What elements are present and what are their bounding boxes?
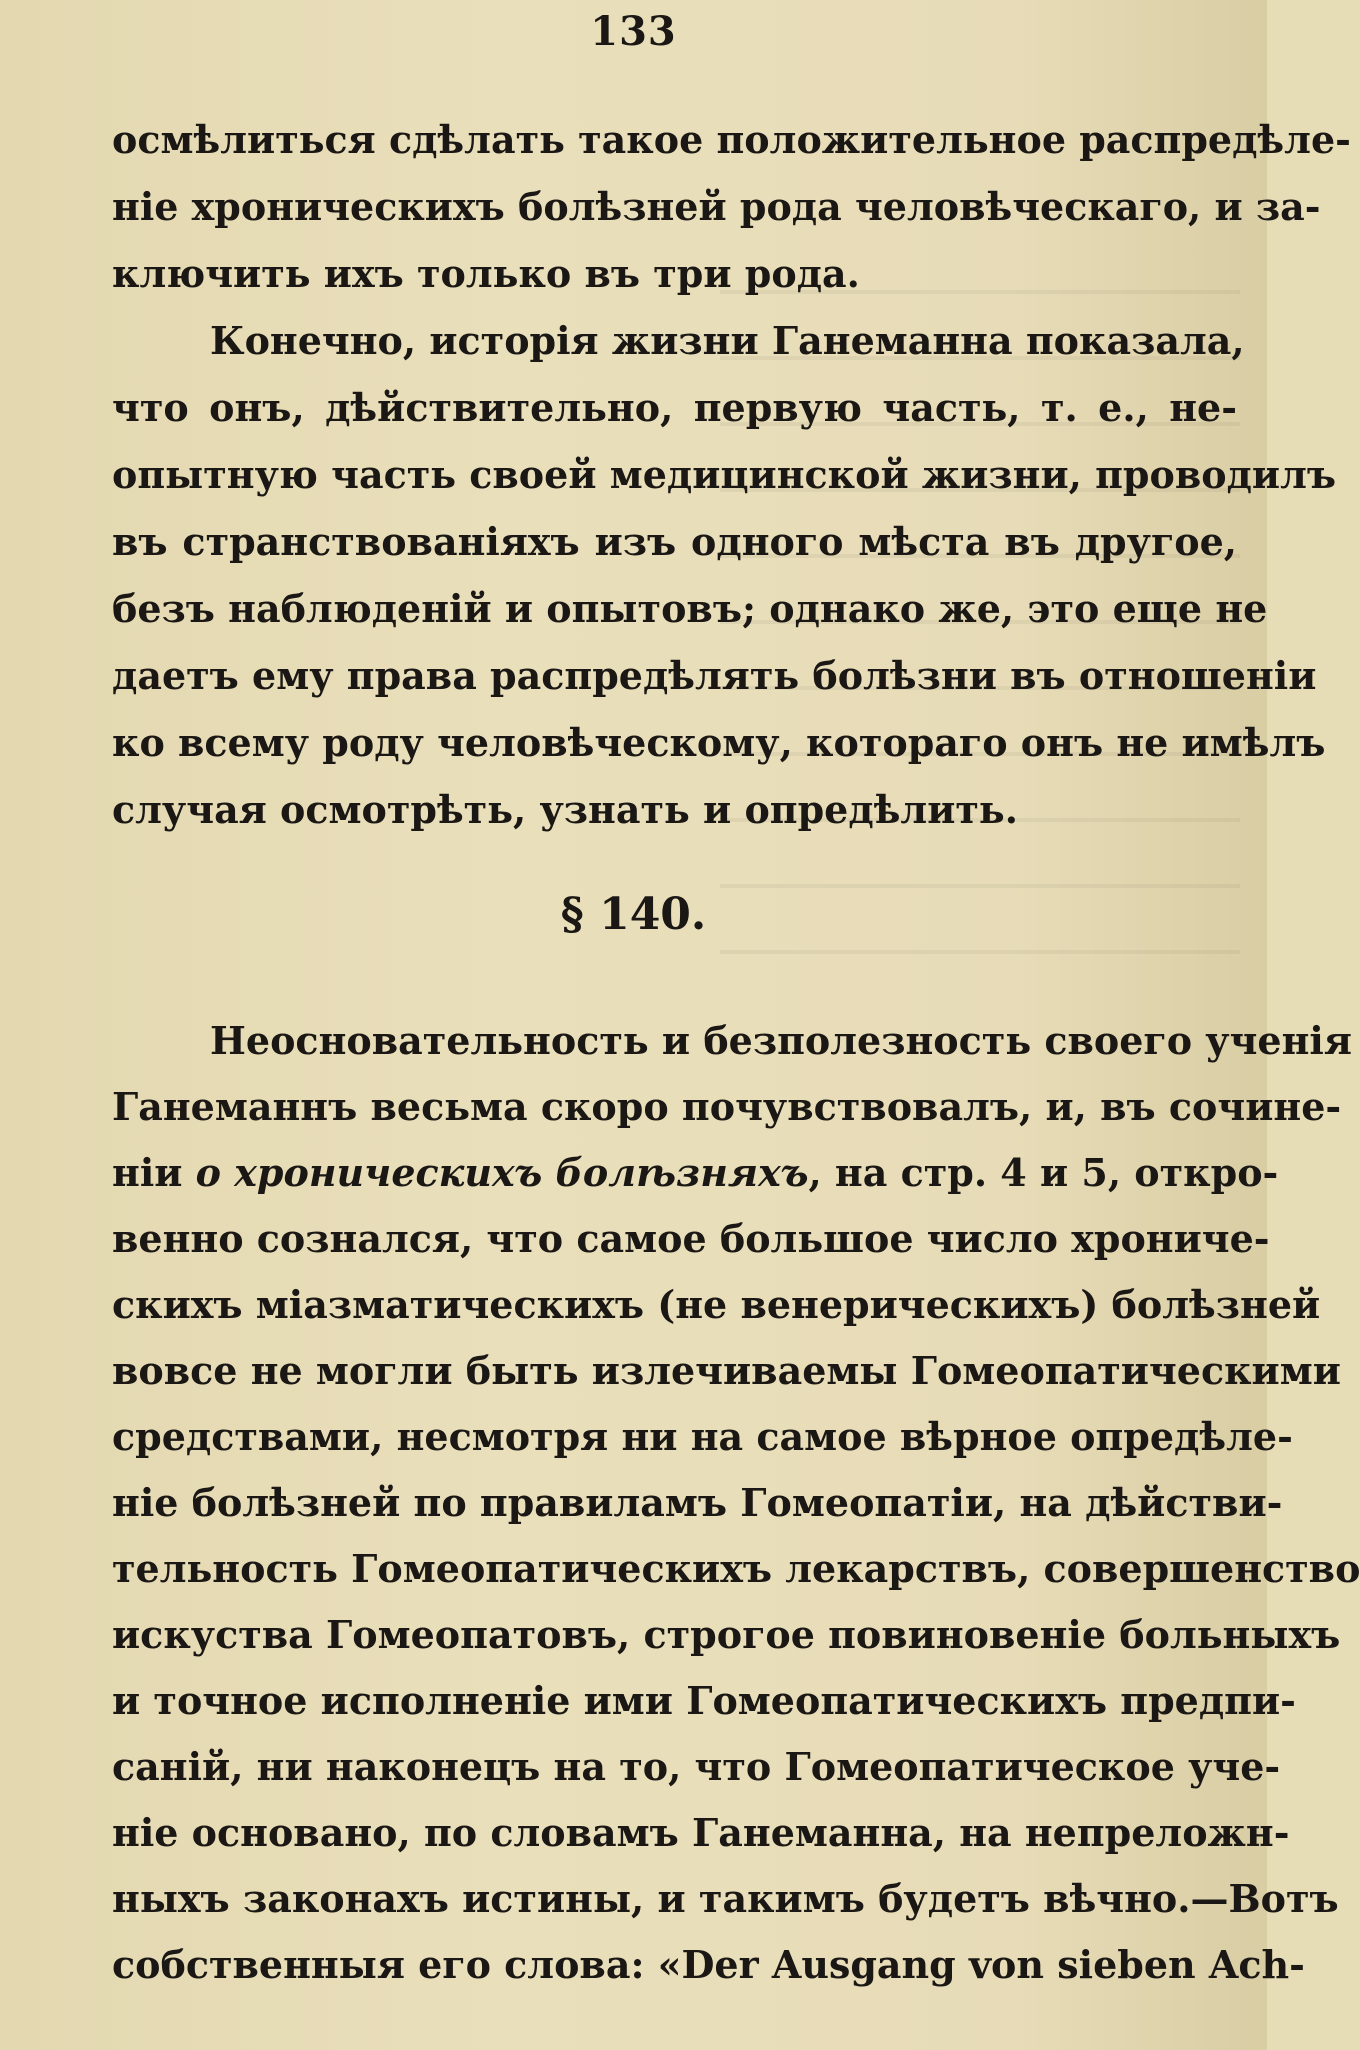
text-line: безъ наблюденій и опытовъ; однако же, это еще не [112, 586, 1268, 631]
text-line: Неосновательность и безполезность своего ученія [210, 1018, 1352, 1063]
text-line: и точное исполненіе ими Гомеопатическихъ предпи- [112, 1678, 1296, 1723]
text-fragment: , на стр. 4 и 5, откро- [808, 1150, 1279, 1195]
text-line: венно сознался, что самое большое число хрониче- [112, 1216, 1270, 1261]
text-line: собственныя его слова: «Der Ausgang von sieben Ach- [112, 1942, 1305, 1987]
text-line: средствами, несмотря ни на самое вѣрное опредѣле- [112, 1414, 1293, 1459]
text-line: саній, ни наконецъ на то, что Гомеопатическое уче- [112, 1744, 1281, 1789]
text-line: ко всему роду человѣческому, котораго онъ не имѣлъ [112, 720, 1326, 765]
text-line: даетъ ему права распредѣлять болѣзни въ отношеніи [112, 653, 1317, 698]
page-number: 133 [590, 8, 677, 55]
text-line: Конечно, исторія жизни Ганеманна показала, [210, 318, 1245, 363]
text-line: Ганеманнъ весьма скоро почувствовалъ, и, въ сочине- [112, 1084, 1342, 1129]
text-line: ніе основано, по словамъ Ганеманна, на непреложн- [112, 1810, 1290, 1855]
text-line: вовсе не могли быть излечиваемы Гомеопатическими [112, 1348, 1341, 1393]
section-heading: § 140. [560, 889, 707, 940]
text-line: въ странствованіяхъ изъ одного мѣста въ другое, [112, 519, 1237, 564]
text-line: что онъ, дѣйствительно, первую часть, т. е., не- [112, 385, 1237, 430]
text-line-with-italic-title [112, 1140, 1279, 1206]
text-line: ніе хроническихъ болѣзней рода человѣческаго, и за- [112, 184, 1321, 229]
paragraph-continued [112, 106, 1351, 843]
text-fragment: ніи [112, 1150, 196, 1195]
text-line: случая осмотрѣть, узнать и опредѣлить. [112, 787, 1018, 832]
text-line: тельность Гомеопатическихъ лекарствъ, совершенство [112, 1546, 1360, 1591]
text-line: ключить ихъ только въ три рода. [112, 251, 860, 296]
text-line: ныхъ законахъ истины, и такимъ будетъ вѣчно.—Вотъ [112, 1876, 1339, 1921]
text-line: опытную часть своей медицинской жизни, проводилъ [112, 452, 1337, 497]
text-line: скихъ міазматическихъ (не венерическихъ) болѣзней [112, 1282, 1321, 1327]
text-line: искуства Гомеопатовъ, строгое повиновеніе больныхъ [112, 1612, 1341, 1657]
italic-book-title: о хроническихъ болѣзняхъ [195, 1150, 809, 1195]
section-paragraph [112, 1008, 1360, 1998]
text-line: ніе болѣзней по правиламъ Гомеопатіи, на дѣйстви- [112, 1480, 1283, 1525]
text-line: осмѣлиться сдѣлать такое положительное распредѣле- [112, 117, 1351, 162]
